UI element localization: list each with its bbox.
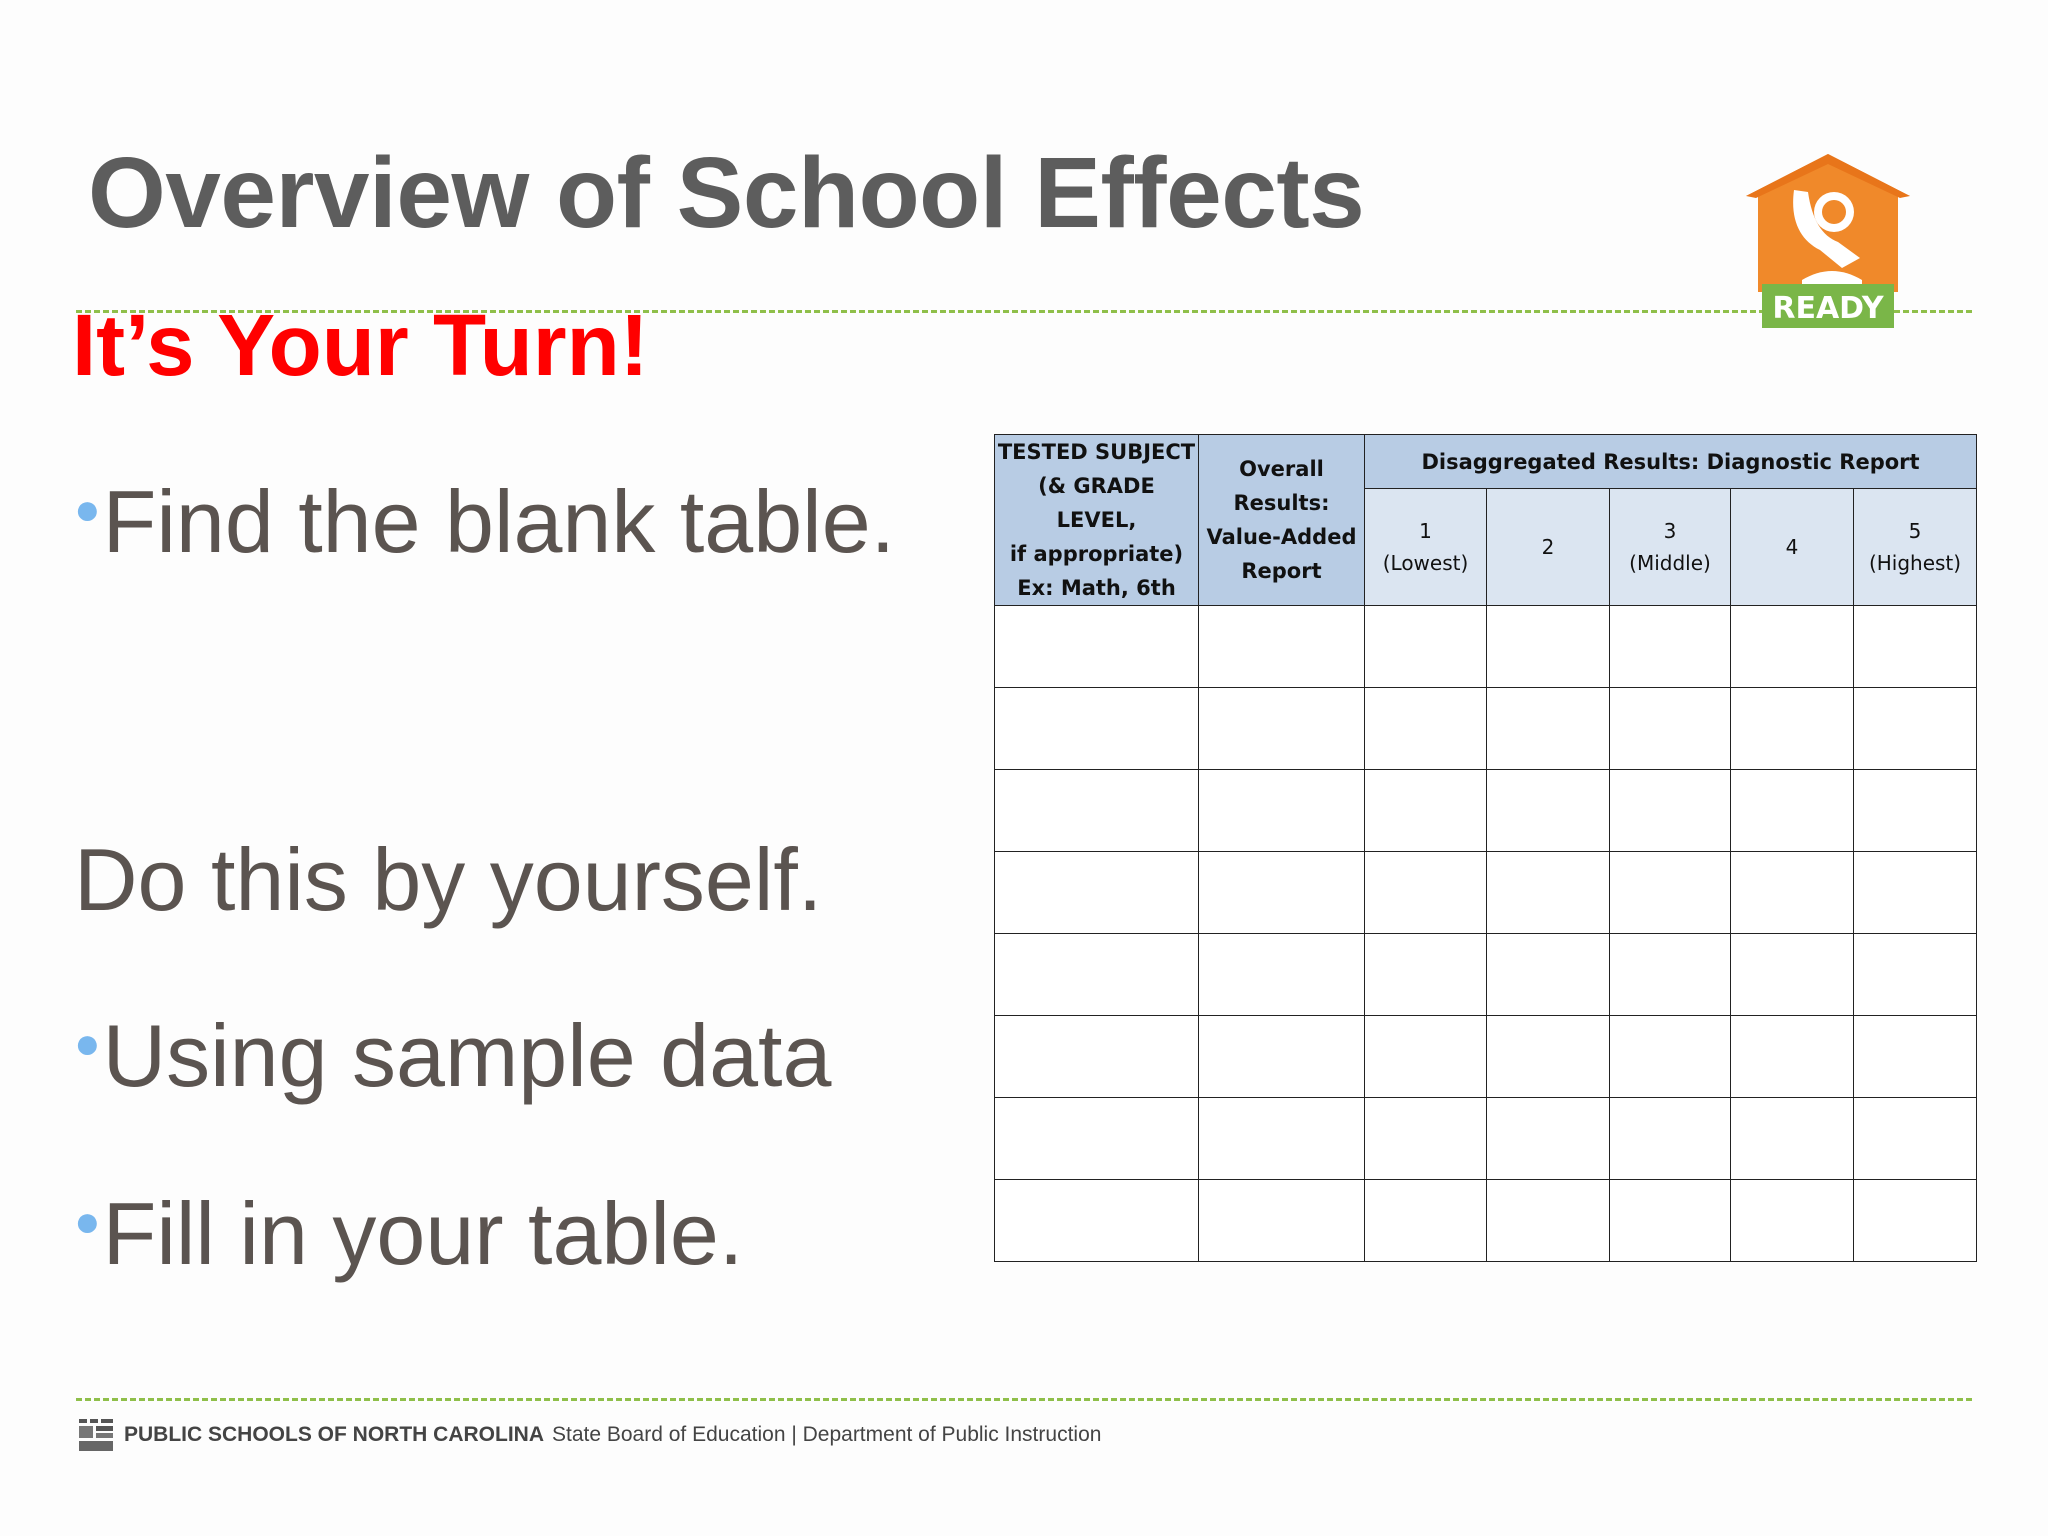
blank-cell[interactable]: [1365, 1098, 1487, 1180]
blank-cell[interactable]: [1199, 1180, 1365, 1262]
bullet-item: ●Fill in your table.: [74, 1184, 744, 1283]
table-row: [995, 688, 1977, 770]
blank-cell[interactable]: [1854, 1180, 1977, 1262]
blank-cell[interactable]: [1365, 606, 1487, 688]
table-row: [995, 606, 1977, 688]
blank-cell[interactable]: [1199, 606, 1365, 688]
footer-org: PUBLIC SCHOOLS OF NORTH CAROLINA: [124, 1423, 544, 1446]
blank-cell[interactable]: [1854, 1016, 1977, 1098]
blank-cell[interactable]: [1731, 1016, 1854, 1098]
table-row: [995, 1098, 1977, 1180]
blank-cell[interactable]: [1365, 852, 1487, 934]
blank-cell[interactable]: [1487, 606, 1610, 688]
blank-cell[interactable]: [1487, 688, 1610, 770]
table-row: [995, 934, 1977, 1016]
bullet-icon: ●: [74, 1019, 101, 1068]
blank-cell[interactable]: [1731, 852, 1854, 934]
table-row: [995, 852, 1977, 934]
blank-cell[interactable]: [1487, 1180, 1610, 1262]
logo-text: READY: [1772, 291, 1884, 326]
header-quintile-3: 3 (Middle): [1610, 489, 1731, 606]
blank-cell[interactable]: [1199, 1016, 1365, 1098]
blank-cell[interactable]: [1487, 1016, 1610, 1098]
table-row: [995, 1180, 1977, 1262]
blank-cell[interactable]: [1199, 852, 1365, 934]
blank-cell[interactable]: [1365, 1180, 1487, 1262]
header-quintile-5: 5 (Highest): [1854, 489, 1977, 606]
blank-cell[interactable]: [1610, 1098, 1731, 1180]
bullet-item: ●Find the blank table.: [74, 472, 896, 571]
blank-cell[interactable]: [1610, 688, 1731, 770]
blank-cell[interactable]: [1365, 934, 1487, 1016]
blank-cell[interactable]: [1487, 934, 1610, 1016]
blank-cell[interactable]: [1610, 1180, 1731, 1262]
blank-cell[interactable]: [995, 1098, 1199, 1180]
blank-cell[interactable]: [1199, 1098, 1365, 1180]
footer-dept: State Board of Education | Department of Public Instruction: [552, 1423, 1102, 1446]
blank-cell[interactable]: [1487, 852, 1610, 934]
blank-results-table: [994, 434, 1977, 1262]
blank-cell[interactable]: [1610, 1016, 1731, 1098]
blank-cell[interactable]: [995, 852, 1199, 934]
blank-cell[interactable]: [1854, 934, 1977, 1016]
blank-cell[interactable]: [995, 1016, 1199, 1098]
bullet-icon: ●: [74, 1197, 101, 1246]
ready-logo: [1742, 150, 1914, 330]
blank-cell[interactable]: [1854, 770, 1977, 852]
blank-cell[interactable]: [1610, 852, 1731, 934]
header-quintile-1: 1 (Lowest): [1365, 489, 1487, 606]
header-overall-results: Overall Results: Value-Added Report: [1199, 435, 1365, 606]
blank-cell[interactable]: [1365, 688, 1487, 770]
body-line: Do this by yourself.: [74, 830, 823, 929]
nc-dpi-logo-icon: [78, 1417, 114, 1453]
blank-cell[interactable]: [995, 606, 1199, 688]
blank-cell[interactable]: [1487, 1098, 1610, 1180]
bullet-icon: ●: [74, 485, 101, 534]
blank-cell[interactable]: [1731, 606, 1854, 688]
blank-cell[interactable]: [1731, 770, 1854, 852]
blank-cell[interactable]: [1610, 606, 1731, 688]
header-tested-subject: TESTED SUBJECT (& GRADE LEVEL, if appropriate) Ex: Math, 6th: [995, 435, 1199, 606]
blank-cell[interactable]: [1610, 770, 1731, 852]
bullet-item: ●Using sample data: [74, 1006, 832, 1105]
blank-cell[interactable]: [1199, 688, 1365, 770]
blank-cell[interactable]: [995, 770, 1199, 852]
blank-cell[interactable]: [1854, 1098, 1977, 1180]
blank-cell[interactable]: [1731, 1098, 1854, 1180]
blank-cell[interactable]: [1731, 1180, 1854, 1262]
blank-cell[interactable]: [1854, 688, 1977, 770]
blank-cell[interactable]: [1610, 934, 1731, 1016]
header-disaggregated: Disaggregated Results: Diagnostic Report: [1365, 435, 1977, 489]
table-body: [995, 606, 1977, 1262]
blank-cell[interactable]: [1365, 1016, 1487, 1098]
blank-cell[interactable]: [1365, 770, 1487, 852]
table-row: [995, 770, 1977, 852]
footer: [78, 1415, 1101, 1455]
house-reader-icon: [1742, 150, 1914, 330]
blank-cell[interactable]: [1854, 606, 1977, 688]
footer-divider: [76, 1398, 1972, 1401]
header-quintile-4: 4: [1731, 489, 1854, 606]
blank-cell[interactable]: [1731, 934, 1854, 1016]
blank-cell[interactable]: [1731, 688, 1854, 770]
blank-cell[interactable]: [995, 1180, 1199, 1262]
blank-cell[interactable]: [1199, 934, 1365, 1016]
slide-title: Overview of School Effects: [88, 137, 1365, 249]
blank-cell[interactable]: [995, 934, 1199, 1016]
blank-cell[interactable]: [1199, 770, 1365, 852]
blank-cell[interactable]: [1854, 852, 1977, 934]
header-quintile-2: 2: [1487, 489, 1610, 606]
blank-cell[interactable]: [995, 688, 1199, 770]
slide-subtitle: It’s Your Turn!: [72, 297, 649, 394]
table-row: [995, 1016, 1977, 1098]
blank-cell[interactable]: [1487, 770, 1610, 852]
